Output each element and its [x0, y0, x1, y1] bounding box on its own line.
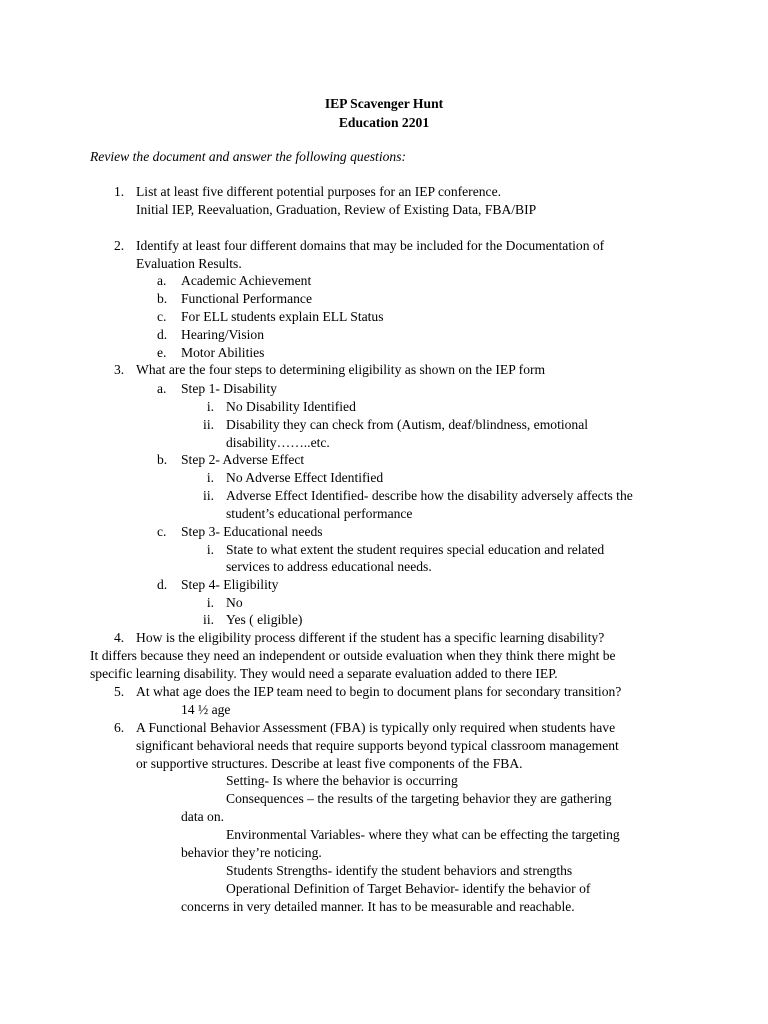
q3-step-2-ii-line1: Adverse Effect Identified- describe how the disability adversely affects the: [226, 488, 633, 503]
q3-step-4: Step 4- Eligibility: [181, 577, 279, 592]
q4-answer-line1: It differs because they need an independent or outside evaluation when they think there might be: [90, 648, 616, 663]
q3-step-3-i-line1: State to what extent the student requires special education and related: [226, 542, 605, 557]
fba-component-setting: Setting- Is where the behavior is occurring: [226, 773, 458, 788]
q3-step-2-ii-line2: student’s educational performance: [226, 506, 413, 521]
q3-number: 3.: [114, 362, 125, 377]
fba-component-consequences: Consequences – the results of the targeting behavior they are gathering: [226, 791, 612, 806]
fba-component-operational-definition: Operational Definition of Target Behavior- identify the behavior of: [226, 881, 591, 896]
q6-question-line3: or supportive structures. Describe at least five components of the FBA.: [136, 756, 523, 771]
fba-component-environment-cont: behavior they’re noticing.: [181, 845, 322, 860]
document-title: IEP Scavenger Hunt: [324, 96, 444, 111]
q6-question-line1: A Functional Behavior Assessment (FBA) is typically only required when students have: [136, 720, 616, 735]
q3-step-1-ii-line2: disability……..etc.: [226, 435, 330, 450]
q3-step-marker: d.: [157, 577, 168, 592]
q3-step-4-i: No: [226, 595, 243, 610]
instructions: Review the document and answer the following questions:: [90, 149, 407, 164]
q3-step-1: Step 1- Disability: [181, 381, 277, 396]
q3-question: What are the four steps to determining eligibility as shown on the IEP form: [136, 362, 546, 377]
q1-question: List at least five different potential purposes for an IEP conference.: [136, 184, 502, 199]
fba-component-operational-definition-cont: concerns in very detailed manner. It has to be measurable and reachable.: [181, 899, 575, 914]
q3-sub-marker: i.: [206, 542, 214, 557]
q3-step-4-ii: Yes ( eligible): [226, 612, 303, 627]
q2-item-marker: c.: [157, 309, 167, 324]
q3-step-1-i: No Disability Identified: [226, 399, 356, 414]
q3-step-2: Step 2- Adverse Effect: [181, 452, 305, 467]
q2-item-marker: e.: [157, 345, 167, 360]
q3-step-3-i-line2: services to address educational needs.: [226, 559, 432, 574]
q3-sub-marker: ii.: [203, 612, 214, 627]
q3-step-3: Step 3- Educational needs: [181, 524, 323, 539]
fba-component-strengths: Students Strengths- identify the student behaviors and strengths: [226, 863, 573, 878]
q2-item-text: Hearing/Vision: [181, 327, 264, 342]
q1-number: 1.: [114, 184, 125, 199]
q5-answer: 14 ½ age: [181, 702, 231, 717]
fba-component-environment: Environmental Variables- where they what can be effecting the targeting: [226, 827, 620, 842]
q2-item-text: Functional Performance: [181, 291, 312, 306]
q3-sub-marker: i.: [206, 595, 214, 610]
q4-answer-line2: specific learning disability. They would need a separate evaluation added to there IEP.: [90, 666, 558, 681]
q3-sub-marker: i.: [206, 470, 214, 485]
q4-number: 4.: [114, 630, 125, 645]
q2-item-marker: b.: [157, 291, 168, 306]
q3-step-1-ii-line1: Disability they can check from (Autism, deaf/blindness, emotional: [226, 417, 589, 432]
q2-item-marker: d.: [157, 327, 168, 342]
q6-number: 6.: [114, 720, 125, 735]
q3-sub-marker: i.: [206, 399, 214, 414]
q3-step-marker: b.: [157, 452, 168, 467]
q3-step-marker: c.: [157, 524, 167, 539]
q3-sub-marker: ii.: [203, 417, 214, 432]
q3-step-2-i: No Adverse Effect Identified: [226, 470, 384, 485]
q5-number: 5.: [114, 684, 125, 699]
q2-question-line1: Identify at least four different domains that may be included for the Documentation of: [136, 238, 605, 253]
q3-sub-marker: ii.: [203, 488, 214, 503]
q5-question: At what age does the IEP team need to begin to document plans for secondary transition?: [136, 684, 622, 699]
q2-item-text: Motor Abilities: [181, 345, 265, 360]
document-subtitle: Education 2201: [338, 115, 430, 130]
q3-step-marker: a.: [157, 381, 167, 396]
q2-question-line2: Evaluation Results.: [136, 256, 242, 271]
q1-answer: Initial IEP, Reevaluation, Graduation, Review of Existing Data, FBA/BIP: [136, 202, 537, 217]
fba-component-consequences-cont: data on.: [181, 809, 225, 824]
q2-number: 2.: [114, 238, 125, 253]
q2-item-marker: a.: [157, 273, 167, 288]
q2-item-text: Academic Achievement: [181, 273, 312, 288]
q2-item-text: For ELL students explain ELL Status: [181, 309, 384, 324]
q4-question: How is the eligibility process different if the student has a specific learning disability?: [136, 630, 605, 645]
q6-question-line2: significant behavioral needs that require supports beyond typical classroom management: [136, 738, 619, 753]
